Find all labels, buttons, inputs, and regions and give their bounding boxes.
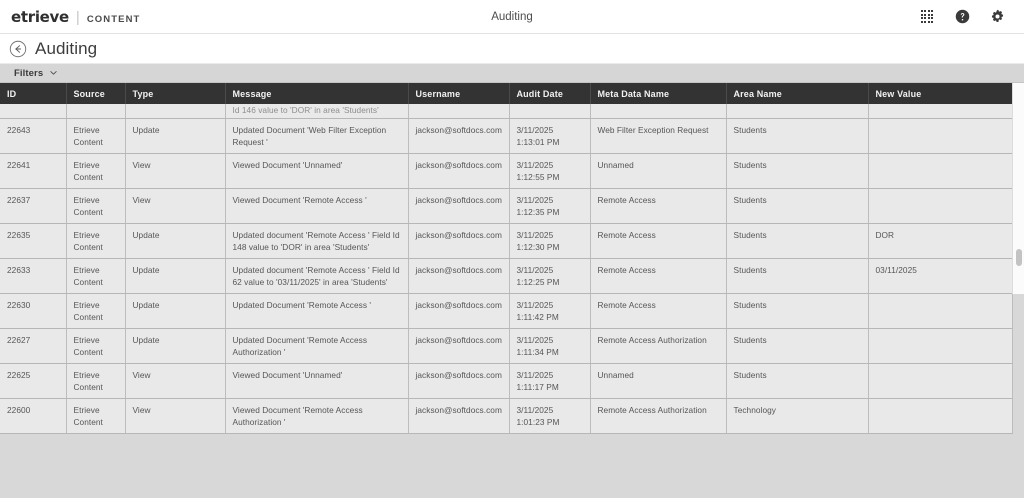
audit-table [0,83,1013,434]
column-header-audit-date[interactable]: Audit Date [509,83,590,104]
cell-username: jackson@softdocs.com [408,189,509,224]
cell-source: Etrieve Content [66,399,125,434]
cell-area-name: Students [726,119,868,154]
cell-area-name: Students [726,189,868,224]
cell-area-name: Technology [726,399,868,434]
cell-audit-date: 3/11/2025 1:12:35 PM [509,189,590,224]
column-header-username[interactable]: Username [408,83,509,104]
cell-username: jackson@softdocs.com [408,119,509,154]
table-row[interactable] [0,329,1012,364]
apps-grid-icon[interactable] [918,8,936,26]
table-row[interactable] [0,154,1012,189]
app-title: Auditing [491,10,533,23]
cell-new-value [868,294,1012,329]
cell-source: Etrieve Content [66,189,125,224]
table-row[interactable] [0,259,1012,294]
cell-source: Etrieve Content [66,119,125,154]
cell-type: Update [125,224,225,259]
cell-new-value [868,329,1012,364]
cell-type: View [125,399,225,434]
gear-glyph [990,9,1005,24]
back-button[interactable] [8,39,27,58]
cell-id: 22641 [0,154,66,189]
cell-audit-date: 3/11/2025 1:11:34 PM [509,329,590,364]
column-header-id[interactable]: ID [0,83,66,104]
cell-message: Viewed Document 'Unnamed' [225,154,408,189]
cell-meta-data-name: Remote Access [590,259,726,294]
filters-toggle[interactable] [0,64,1024,83]
cell-source [66,104,125,119]
cell-id: 22625 [0,364,66,399]
cell-username: jackson@softdocs.com [408,259,509,294]
page-header [0,34,1024,64]
gear-icon[interactable] [988,8,1006,26]
brand-name: etrieve [11,7,69,26]
brand-logo[interactable] [0,8,140,26]
cell-meta-data-name: Remote Access [590,224,726,259]
cell-message: Updated document 'Remote Access ' Field Id 148 value to 'DOR' in area 'Students' [225,224,408,259]
table-row[interactable] [0,224,1012,259]
app-header-bar [0,0,1024,34]
brand-divider: | [75,8,80,26]
cell-message: Updated Document 'Remote Access Authorization ' [225,329,408,364]
cell-source: Etrieve Content [66,364,125,399]
cell-message: Id 146 value to 'DOR' in area 'Students' [225,104,408,119]
cell-audit-date: 3/11/2025 1:11:42 PM [509,294,590,329]
column-header-meta-data-name[interactable]: Meta Data Name [590,83,726,104]
table-row[interactable] [0,294,1012,329]
page-title: Auditing [35,38,98,58]
cell-audit-date [509,104,590,119]
cell-id: 22627 [0,329,66,364]
cell-area-name [726,104,868,119]
cell-username: jackson@softdocs.com [408,399,509,434]
cell-type: Update [125,259,225,294]
cell-audit-date: 3/11/2025 1:11:17 PM [509,364,590,399]
cell-source: Etrieve Content [66,294,125,329]
cell-id: 22643 [0,119,66,154]
cell-type: Update [125,294,225,329]
cell-message: Viewed Document 'Unnamed' [225,364,408,399]
cell-username: jackson@softdocs.com [408,154,509,189]
cell-audit-date: 3/11/2025 1:13:01 PM [509,119,590,154]
cell-id: 22635 [0,224,66,259]
cell-new-value [868,189,1012,224]
cell-audit-date: 3/11/2025 1:12:30 PM [509,224,590,259]
cell-id: 22630 [0,294,66,329]
table-row[interactable] [0,189,1012,224]
cell-new-value [868,154,1012,189]
cell-username: jackson@softdocs.com [408,294,509,329]
table-vertical-scrollbar[interactable] [1012,83,1024,294]
cell-message: Updated Document 'Remote Access ' [225,294,408,329]
help-glyph [955,9,970,24]
cell-type: View [125,189,225,224]
cell-new-value: DOR [868,224,1012,259]
cell-meta-data-name [590,104,726,119]
cell-new-value [868,119,1012,154]
cell-type [125,104,225,119]
cell-message: Updated document 'Remote Access ' Field Id 62 value to '03/11/2025' in area 'Students' [225,259,408,294]
header-row [0,83,1012,104]
audit-table-header [0,83,1012,104]
column-header-type[interactable]: Type [125,83,225,104]
cell-type: Update [125,119,225,154]
cell-type: View [125,364,225,399]
cell-id [0,104,66,119]
cell-area-name: Students [726,154,868,189]
cell-meta-data-name: Unnamed [590,154,726,189]
cell-audit-date: 3/11/2025 1:01:23 PM [509,399,590,434]
cell-new-value [868,399,1012,434]
cell-id: 22637 [0,189,66,224]
chevron-down-icon [50,71,57,75]
table-row[interactable] [0,399,1012,434]
cell-new-value [868,364,1012,399]
app-header-actions [918,8,1024,26]
cell-meta-data-name: Web Filter Exception Request [590,119,726,154]
column-header-source[interactable]: Source [66,83,125,104]
cell-source: Etrieve Content [66,224,125,259]
cell-new-value [868,104,1012,119]
cell-username: jackson@softdocs.com [408,364,509,399]
audit-table-body [0,104,1012,434]
cell-username [408,104,509,119]
table-row[interactable] [0,364,1012,399]
brand-product: CONTENT [86,13,141,25]
cell-meta-data-name: Remote Access [590,189,726,224]
cell-source: Etrieve Content [66,154,125,189]
cell-meta-data-name: Remote Access Authorization [590,399,726,434]
cell-new-value: 03/11/2025 [868,259,1012,294]
column-header-area-name[interactable]: Area Name [726,83,868,104]
cell-username: jackson@softdocs.com [408,224,509,259]
cell-message: Updated Document 'Web Filter Exception Request ' [225,119,408,154]
cell-area-name: Students [726,259,868,294]
table-row-partial[interactable] [0,104,1012,119]
filters-label: Filters [14,67,44,79]
cell-id: 22633 [0,259,66,294]
cell-area-name: Students [726,329,868,364]
cell-message: Viewed Document 'Remote Access Authorization ' [225,399,408,434]
cell-meta-data-name: Remote Access Authorization [590,329,726,364]
help-icon[interactable] [953,8,971,26]
table-scrollbar-thumb[interactable] [1016,249,1022,266]
cell-type: Update [125,329,225,364]
cell-source: Etrieve Content [66,329,125,364]
cell-type: View [125,154,225,189]
audit-table-scroll-area [0,83,1012,434]
cell-id: 22600 [0,399,66,434]
cell-audit-date: 3/11/2025 1:12:25 PM [509,259,590,294]
table-row[interactable] [0,119,1012,154]
cell-username: jackson@softdocs.com [408,329,509,364]
cell-audit-date: 3/11/2025 1:12:55 PM [509,154,590,189]
column-header-new-value[interactable]: New Value [868,83,1012,104]
cell-area-name: Students [726,364,868,399]
back-arrow-circle-icon [9,40,27,58]
cell-source: Etrieve Content [66,259,125,294]
cell-message: Viewed Document 'Remote Access ' [225,189,408,224]
cell-area-name: Students [726,294,868,329]
cell-meta-data-name: Unnamed [590,364,726,399]
apps-grid-glyph [921,10,933,22]
cell-meta-data-name: Remote Access [590,294,726,329]
column-header-message[interactable]: Message [225,83,408,104]
audit-table-container [0,83,1024,428]
cell-area-name: Students [726,224,868,259]
